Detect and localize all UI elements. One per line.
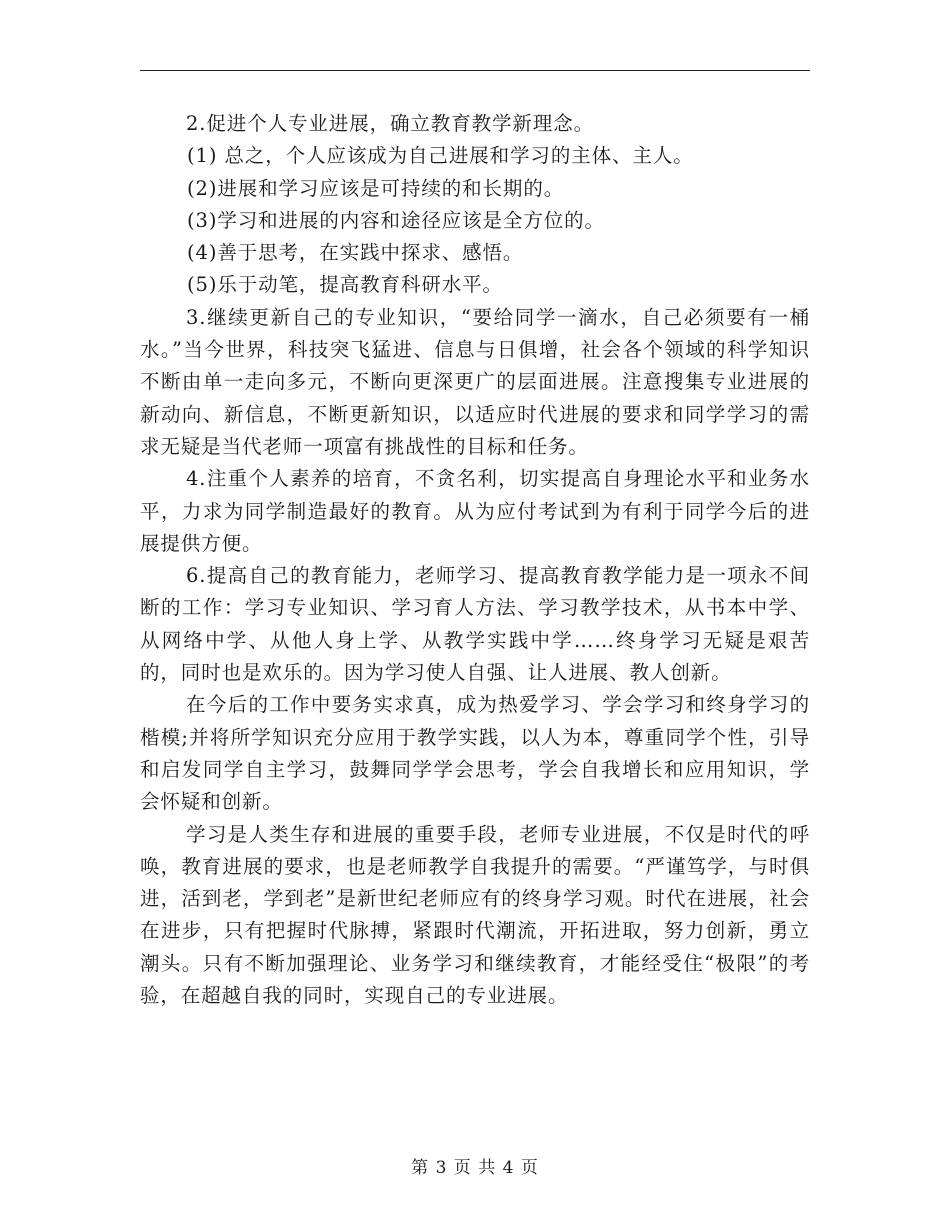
header-rule xyxy=(140,70,810,71)
list-item-5: (5)乐于动笔，提高教育科研水平。 xyxy=(187,273,503,297)
paragraph-6: 6.提高自己的教育能力，老师学习、提高教育教学能力是一项永不间断的工作：学习专业知识、学习育人方法、学习教学技术，从书本中学、从网络中学、从他人身上学、从教学实践中学……终身学习无疑是艰苦的，同时也是欢乐的。因为学习使人自强、让人进展、教人创新。 xyxy=(140,564,810,685)
list-item-2: (2)进展和学习应该是可持续的和长期的。 xyxy=(187,176,565,200)
paragraph-3: 3.继续更新自己的专业知识，“要给同学一滴水，自己必须要有一桶水。”当今世界，科技突飞猛进、信息与日俱增，社会各个领域的科学知识不断由单一走向多元，不断向更深更广的层面进展。注意搜集专业进展的新动向、新信息，不断更新知识，以适应时代进展的要求和同学学习的需求无疑是当代老师一项富有挑战性的目标和任务。 xyxy=(140,305,810,458)
list-item-3: (3)学习和进展的内容和途径应该是全方位的。 xyxy=(187,208,605,232)
list-item-1: (1) 总之，个人应该成为自己进展和学习的主体、主人。 xyxy=(187,144,694,168)
list-item-4: (4)善于思考，在实践中探求、感悟。 xyxy=(187,241,524,265)
document-body xyxy=(140,108,810,1012)
paragraph-2: 2.促进个人专业进展，确立教育教学新理念。 xyxy=(186,112,595,135)
page-number: 第 3 页 共 4 页 xyxy=(411,1158,539,1178)
paragraph-4: 4.注重个人素养的培育，不贪名利，切实提高自身理论水平和业务水平，力求为同学制造最好的教育。从为应付考试到为有利于同学今后的进展提供方便。 xyxy=(140,467,810,555)
paragraph-conclusion: 学习是人类生存和进展的重要手段，老师专业进展，不仅是时代的呼唤，教育进展的要求，也是老师教学自我提升的需要。“严谨笃学，与时俱进，活到老，学到老”是新世纪老师应有的终身学习观。时代在进展，社会在进步，只有把握时代脉搏，紧跟时代潮流，开拓进取，努力创新，勇立潮头。只有不断加强理论、业务学习和继续教育，才能经受住“极限”的考验，在超越自我的同时，实现自己的专业进展。 xyxy=(140,822,810,1008)
paragraph-future-work: 在今后的工作中要务实求真，成为热爱学习、学会学习和终身学习的楷模;并将所学知识充分应用于教学实践，以人为本，尊重同学个性，引导和启发同学自主学习，鼓舞同学学会思考，学会自我增长和应用知识，学会怀疑和创新。 xyxy=(140,693,810,814)
